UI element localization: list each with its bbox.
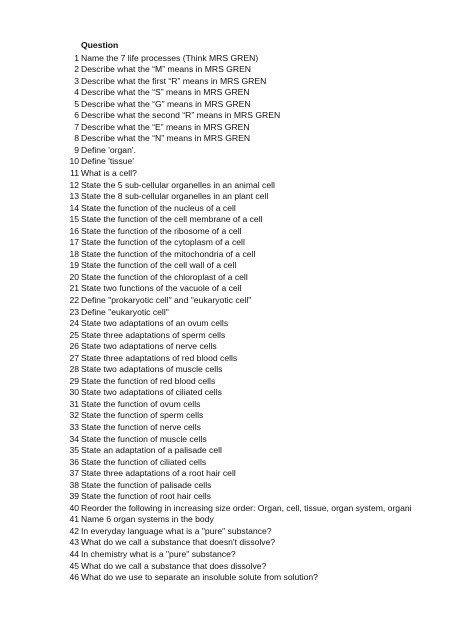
question-text: State the function of root hair cells bbox=[81, 491, 211, 502]
question-row bbox=[0, 272, 474, 284]
question-row bbox=[0, 122, 474, 134]
question-number: 41 bbox=[69, 514, 79, 525]
question-text: Define "prokaryotic cell" and "eukaryotic cell" bbox=[81, 294, 252, 305]
question-row bbox=[0, 330, 474, 342]
question-number: 29 bbox=[69, 375, 79, 386]
question-number: 5 bbox=[74, 98, 79, 109]
question-text: State the function of the chloroplast of a cell bbox=[81, 271, 248, 282]
question-number: 43 bbox=[69, 537, 79, 548]
question-row bbox=[0, 237, 474, 249]
question-row bbox=[0, 191, 474, 203]
question-number: 21 bbox=[69, 283, 79, 294]
question-row bbox=[0, 468, 474, 480]
question-text: Describe what the “S” means in MRS GREN bbox=[81, 87, 250, 98]
question-number: 24 bbox=[69, 318, 79, 329]
question-row bbox=[0, 561, 474, 573]
question-text: State the function of the nucleus of a cell bbox=[81, 202, 236, 213]
question-row bbox=[0, 307, 474, 319]
question-text: State the function of palisade cells bbox=[81, 479, 212, 490]
question-number: 20 bbox=[69, 271, 79, 282]
question-row bbox=[0, 503, 474, 515]
question-row bbox=[0, 295, 474, 307]
question-row bbox=[0, 87, 474, 99]
question-text: State the function of the cell wall of a cell bbox=[81, 260, 237, 271]
question-text: Describe what the “E” means in MRS GREN bbox=[81, 121, 250, 132]
question-number: 14 bbox=[69, 202, 79, 213]
question-text: State the 5 sub-cellular organelles in an animal cell bbox=[81, 179, 275, 190]
question-row bbox=[0, 156, 474, 168]
question-row bbox=[0, 387, 474, 399]
question-text: Describe what the “G” means in MRS GREN bbox=[81, 98, 251, 109]
question-number: 18 bbox=[69, 248, 79, 259]
question-text: Name 6 organ systems in the body bbox=[81, 514, 214, 525]
question-row bbox=[0, 214, 474, 226]
question-row bbox=[0, 99, 474, 111]
question-row bbox=[0, 283, 474, 295]
question-row bbox=[0, 549, 474, 561]
question-text: In everyday language what is a "pure" substance? bbox=[81, 525, 272, 536]
question-row bbox=[0, 249, 474, 261]
question-number: 12 bbox=[69, 179, 79, 190]
question-number: 22 bbox=[69, 294, 79, 305]
question-row bbox=[0, 537, 474, 549]
question-row bbox=[0, 260, 474, 272]
question-row bbox=[0, 53, 474, 65]
question-number: 35 bbox=[69, 445, 79, 456]
question-text: Define 'organ'. bbox=[81, 144, 136, 155]
question-number: 27 bbox=[69, 352, 79, 363]
question-text: State the function of red blood cells bbox=[81, 375, 216, 386]
question-number: 9 bbox=[74, 144, 79, 155]
question-number: 36 bbox=[69, 456, 79, 467]
question-number: 46 bbox=[69, 572, 79, 583]
question-row bbox=[0, 180, 474, 192]
question-number: 2 bbox=[74, 64, 79, 75]
question-text: State the function of the ribosome of a cell bbox=[81, 225, 242, 236]
question-number: 26 bbox=[69, 341, 79, 352]
question-text: State two adaptations of an ovum cells bbox=[81, 318, 229, 329]
question-number: 4 bbox=[74, 87, 79, 98]
question-text: What do we call a substance that does dissolve? bbox=[81, 560, 267, 571]
question-row bbox=[0, 376, 474, 388]
question-number: 23 bbox=[69, 306, 79, 317]
question-number: 37 bbox=[69, 468, 79, 479]
question-number: 40 bbox=[69, 502, 79, 513]
question-text: State two adaptations of ciliated cells bbox=[81, 387, 222, 398]
question-number: 8 bbox=[74, 133, 79, 144]
question-text: State two adaptations of nerve cells bbox=[81, 341, 217, 352]
question-text: In chemistry what is a "pure" substance? bbox=[81, 549, 236, 560]
question-number: 25 bbox=[69, 329, 79, 340]
question-text: What do we use to separate an insoluble solute from solution? bbox=[81, 572, 318, 583]
question-number: 6 bbox=[74, 110, 79, 121]
question-number: 10 bbox=[69, 156, 79, 167]
question-text: State the 8 sub-cellular organelles in an plant cell bbox=[81, 191, 269, 202]
question-number: 13 bbox=[69, 191, 79, 202]
question-text: Describe what the “M” means in MRS GREN bbox=[81, 64, 252, 75]
question-number: 45 bbox=[69, 560, 79, 571]
question-row bbox=[0, 353, 474, 365]
question-number: 39 bbox=[69, 491, 79, 502]
question-text: State the function of muscle cells bbox=[81, 433, 207, 444]
question-number: 11 bbox=[70, 167, 79, 178]
question-row bbox=[0, 226, 474, 238]
question-number: 32 bbox=[69, 410, 79, 421]
question-row bbox=[0, 76, 474, 88]
question-row bbox=[0, 110, 474, 122]
question-text: Define "eukaryotic cell" bbox=[81, 306, 169, 317]
question-number: 44 bbox=[69, 549, 79, 560]
question-number: 16 bbox=[69, 225, 79, 236]
question-text: State the function of the cytoplasm of a cell bbox=[81, 237, 245, 248]
question-number: 38 bbox=[69, 479, 79, 490]
question-row bbox=[0, 318, 474, 330]
question-text: Describe what the “N” means in MRS GREN bbox=[81, 133, 251, 144]
question-row bbox=[0, 203, 474, 215]
question-row bbox=[0, 457, 474, 469]
question-row bbox=[0, 445, 474, 457]
question-number: 34 bbox=[69, 433, 79, 444]
question-row bbox=[0, 145, 474, 157]
question-row bbox=[0, 341, 474, 353]
question-number: 42 bbox=[69, 525, 79, 536]
question-row bbox=[0, 399, 474, 411]
question-text: State the function of nerve cells bbox=[81, 422, 201, 432]
question-text: Name the 7 life processes (Think MRS GREN) bbox=[81, 52, 259, 63]
question-text: Describe what the first “R” means in MRS GREN bbox=[81, 75, 267, 86]
column-header: Question bbox=[81, 40, 119, 50]
question-text: Reorder the following in increasing size order: Organ, cell, tissue, organ system, organi bbox=[81, 502, 412, 513]
question-row bbox=[0, 526, 474, 538]
question-text: State the function of ovum cells bbox=[81, 398, 201, 409]
question-row bbox=[0, 514, 474, 526]
question-number: 1 bbox=[74, 52, 79, 63]
question-row bbox=[0, 422, 474, 434]
question-text: State two adaptations of muscle cells bbox=[81, 364, 223, 375]
question-text: State two functions of the vacuole of a cell bbox=[81, 283, 242, 294]
question-text: Describe what the second “R” means in MRS GREN bbox=[81, 110, 281, 121]
question-number: 30 bbox=[69, 387, 79, 398]
question-text: State the function of the mitochondria of a cell bbox=[81, 248, 256, 259]
question-number: 17 bbox=[69, 237, 79, 248]
question-row bbox=[0, 364, 474, 376]
question-text: State the function of sperm cells bbox=[81, 410, 204, 421]
question-row bbox=[0, 64, 474, 76]
question-row bbox=[0, 133, 474, 145]
question-text: State three adaptations of red blood cells bbox=[81, 352, 238, 363]
question-number: 3 bbox=[74, 75, 79, 86]
question-text: Define 'tissue' bbox=[81, 156, 134, 167]
question-number: 31 bbox=[69, 398, 79, 409]
question-row bbox=[0, 168, 474, 180]
question-row bbox=[0, 491, 474, 503]
question-list bbox=[0, 53, 474, 584]
question-row bbox=[0, 434, 474, 446]
question-text: What do we call a substance that doesn't dissolve? bbox=[81, 537, 276, 548]
question-number: 33 bbox=[69, 422, 79, 432]
question-number: 28 bbox=[69, 364, 79, 375]
question-number: 19 bbox=[69, 260, 79, 271]
question-text: State the function of the cell membrane of a cell bbox=[81, 214, 263, 225]
question-text: State an adaptation of a palisade cell bbox=[81, 445, 222, 456]
question-row bbox=[0, 480, 474, 492]
question-number: 7 bbox=[74, 121, 79, 132]
question-number: 15 bbox=[69, 214, 79, 225]
question-row bbox=[0, 410, 474, 422]
question-row bbox=[0, 572, 474, 584]
question-text: What is a cell? bbox=[81, 167, 137, 178]
question-text: State three adaptations of a root hair cell bbox=[81, 468, 236, 479]
question-text: State three adaptations of sperm cells bbox=[81, 329, 226, 340]
question-text: State the function of ciliated cells bbox=[81, 456, 207, 467]
